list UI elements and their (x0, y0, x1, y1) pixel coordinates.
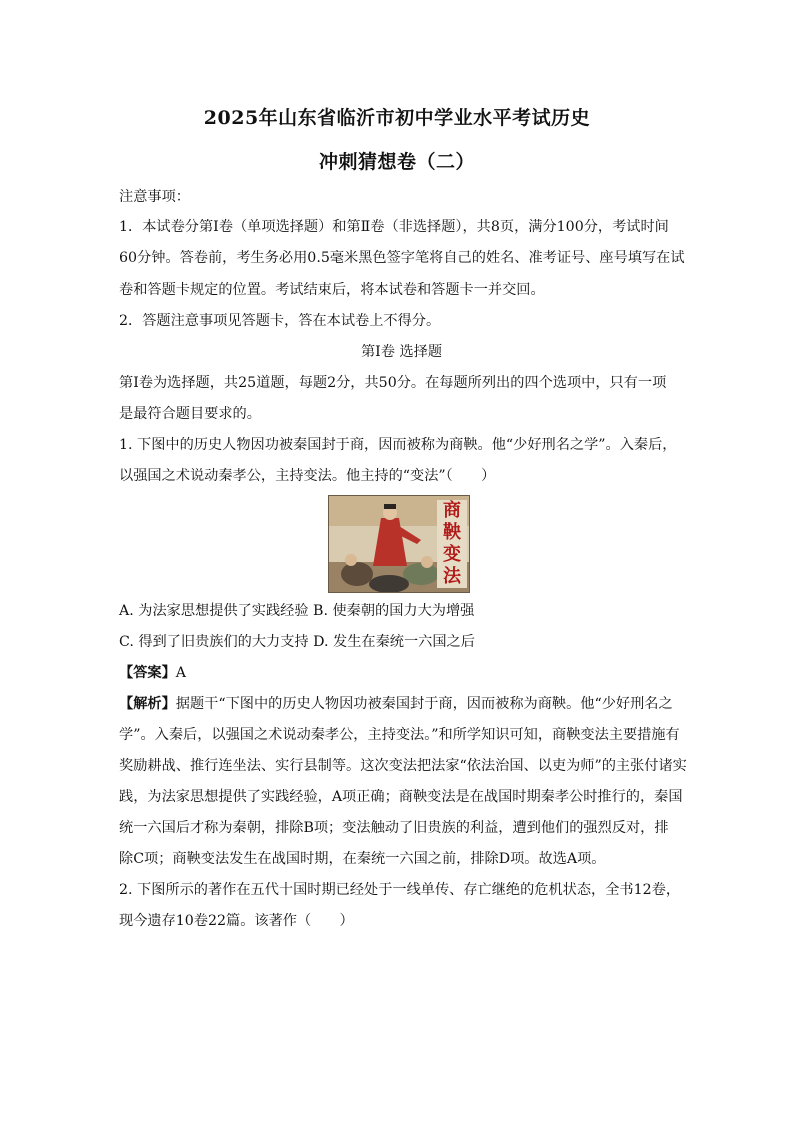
analysis-line6: 除C项；商鞅变法发生在战国时期，在秦统一六国之前，排除D项。故选A项。 (119, 851, 606, 867)
image-caption-char-2: 鞅 (443, 522, 461, 543)
question-2-line1: 2. 下图所示的著作在五代十国时期已经处于一线单传、存亡继绝的危机状态，全书12卷， (119, 882, 681, 898)
image-caption-char-4: 法 (443, 566, 461, 587)
section-desc-line1: 第Ⅰ卷为选择题，共25道题，每题2分，共50分。在每题所列出的四个选项中，只有一项 (119, 375, 667, 391)
note2: 2．答题注意事项见答题卡，答在本试卷上不得分。 (119, 313, 441, 329)
section-title: 第Ⅰ卷 选择题 (360, 344, 443, 360)
shang-yang-reform-illustration (328, 495, 470, 593)
question-2-line2: 现今遗存10卷22篇。该著作（ ） (119, 913, 354, 929)
question-1-options-ab: A. 为法家思想提供了实践经验 B. 使秦朝的国力大为增强 (119, 603, 475, 619)
answer-label: 【答案】 (119, 665, 176, 681)
question-1-line2: 以强国之术说动秦孝公，主持变法。他主持的“变法”（ ） (119, 468, 496, 484)
analysis-line4: 践，为法家思想提供了实践经验，A项正确；商鞅变法是在战国时期秦孝公时推行的，秦国 (119, 789, 683, 805)
note1-line1: 1．本试卷分第Ⅰ卷（单项选择题）和第Ⅱ卷（非选择题），共8页，满分100分，考试时间 (119, 219, 669, 235)
image-caption-char-3: 变 (443, 544, 461, 565)
doc-title-line2: 冲刺猜想卷（二） (318, 151, 475, 173)
analysis-text-1: 据题干“下图中的历史人物因功被秦国封于商，因而被称为商鞅。他“少好刑名之 (175, 696, 673, 712)
image-caption-char-1: 商 (443, 500, 461, 521)
analysis-label: 【解析】 (119, 696, 176, 712)
doc-title-line1: 2025年山东省临沂市初中学业水平考试历史 (203, 107, 591, 129)
question-1-line1: 1. 下图中的历史人物因功被秦国封于商，因而被称为商鞅。他“少好刑名之学”。入秦后， (119, 437, 677, 453)
analysis-line2: 学”。入秦后，以强国之术说动秦孝公，主持变法。”和所学知识可知，商鞅变法主要措施有 (119, 727, 680, 743)
section-desc-line2: 是最符合题目要求的。 (119, 406, 261, 422)
note1-line3: 卷和答题卡规定的位置。考试结束后，将本试卷和答题卡一并交回。 (119, 282, 545, 298)
analysis-line3: 奖励耕战、推行连坐法、实行县制等。这次变法把法家“依法治国、以吏为师”的主张付诸实 (119, 758, 687, 774)
note1-line2: 60分钟。答卷前，考生务必用0.5毫米黑色签字笔将自己的姓名、准考证号、座号填写在试 (119, 250, 685, 266)
answer-value: A (175, 665, 187, 681)
question-1-options-cd: C. 得到了旧贵族们的大力支持 D. 发生在秦统一六国之后 (119, 634, 475, 650)
analysis-line5: 统一六国后才称为秦朝，排除B项；变法触动了旧贵族的利益，遭到他们的强烈反对，排 (119, 820, 669, 836)
analysis-line1 (119, 694, 684, 714)
answer-line (119, 663, 684, 683)
notes-header: 注意事项： (119, 189, 190, 205)
